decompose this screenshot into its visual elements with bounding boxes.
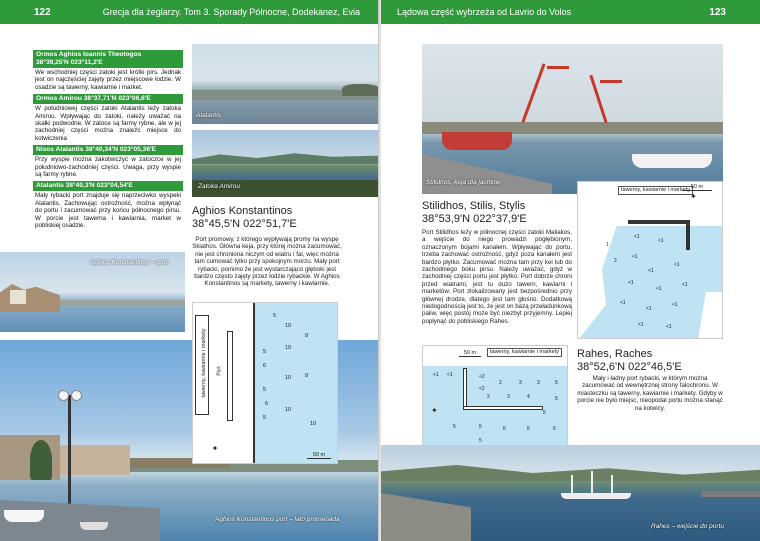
harbour-title: Rahes, Raches [577,348,653,360]
harbour-heading [192,205,379,231]
map-pier-label: Port [216,366,223,376]
map-depths: 1 2 <1 <1 <1 <1 <1 <1 <1 <1 <1 <1 <1 <1 <1 [606,234,688,330]
harbour1-description: Port Stilidhos leży w północnej części zatoki Maliakos, a wejście do niego prowadzi pogłębionym, oznaczonym bojami kanałem. Wpływając do portu, trzeba zachować ostrożność, gdyż poza kanałem jest bardzo płytko. Zacumować można tam przy kei lub do zachodniego boku pirsu. Należy uważać, gdyż w zachodniej części portu jest płytko. Port dobrze chroni przed wiatrami, jest tu dużo tawern, kawiarni i marketów. Port zlokalizowany jest bezpośrednio przy głównej drodze, dlatego jest tam głośno. Dodatkową niedogodnością jest to, że jest on bazą przeładunkową paliw, więc postój może być niezbyt przyjemny. Lepiej popłynąć do pobliskiego Rahes. [422,229,572,325]
photo-caption: Atalantis [196,112,221,119]
section-text: Przy wyspie można zakotwiczyć w zatoczce w jej południowo-zachodniej części. Uwaga, przy wyspie są farmy rybne. [35,156,181,179]
photo-caption: Zatoka Amirou [198,183,241,190]
sections-column [33,50,183,233]
harbour-map-stilidhos [577,181,723,339]
map-label: tawerny, kawiarnie i markety [487,348,562,357]
map-depths: <1 <1 <2 <2 2 3 3 5 5 5 2 3 4 5 5 6 5 5 5 [433,372,558,444]
photo-caption: Rahes – wejście do portu [651,523,724,530]
compass-icon: ✦ [690,192,697,201]
map-label: tawerny, kawiarnie i markety [618,186,693,195]
section-text: We wschodniej części zatoki jest krótki pirs. Jednak jest on najczęściej zajęty przez miejscowe łodzie. W osadzie są tawerny, kawiarnie i market. [35,69,181,91]
photo-stilidhos [422,44,723,194]
harbour-map-aghios [192,302,338,464]
right-running-title: Lądowa część wybrzeża od Lavrio do Volos [397,7,572,17]
map-scale: 50 m [459,350,481,357]
harbour-coords: 38°53,9'N 022°37,9'E [422,213,527,225]
photo-rahes [381,445,760,541]
photo-amirou [192,130,379,197]
map-side-label: tawerny, kawiarnie i markety [201,328,207,398]
harbour-description: Port promowy, z którego wypływają promy na wyspę Skiathos. Główna keja, przy której można zacumować, nie jest chroniona niczym od wiatru i fal, więc można tam cumować tylko przy spokojnym morzu. Mały port rybacki, pomimo że jest wystarczająco głęboki jest bardzo często zajęty przez łodzie rybackie. W Aghios Konstantinos są markety, tawerny i kawiarnie. [192,236,342,288]
harbour-coords: 38°52,6'N 022°46,5'E [577,361,682,373]
section-theologos [33,50,183,94]
compass-icon: ✦ [211,444,219,453]
photo-caption: Aghios Konstantinos port – lato promenada [215,516,340,523]
right-page [381,0,760,541]
section-atalantis [33,181,183,232]
section-amirou [33,94,183,145]
compass-icon: ✦ [431,406,438,415]
map-depths: 5 10 8 10 5 6 10 5 6 5 10 8 10 [263,313,317,427]
section-text: Mały rybacki port znajduje się naprzeciwko wyspeki Atalantis. Zachowując ostrożność, można wpłynąć do portu i zacumować przy końcu północnego pirsu. W porcie jest tawerna i kawiarnia, market w pobliskiej osadzie. [35,192,181,230]
harbour-map-rahes [422,345,568,448]
harbour-title: Aghios Konstantinos [192,205,293,217]
photo-atalantis [192,44,379,124]
section-title: Ormos Amirou 38°37,71'N 023°06,6'E [33,94,183,104]
harbour1-heading [422,200,572,226]
left-page [0,0,379,541]
section-text: W południowej części zatoki Atalantis leży zatoka Amirou. Wpływając do zatoki, należy uważać na skałki podwodne. W zatoce są farmy rybne, ale w jej zachodniej części można znaleźć miejsce do kotwiczenia [35,105,181,142]
section-nisos-atalantis [33,145,183,181]
harbour2-heading [577,348,727,374]
map-scale: 50 m [307,452,331,459]
map-scale: 50 m [682,184,712,191]
photo-caption: Aghios Konstantinos – port [90,259,168,266]
section-title: Atalantis 38°40,3'N 023°04,54'E [33,181,183,191]
harbour2-description: Mały i ładny port rybacki, w którym można zacumować od wewnętrznej strony falochronu. W miasteczku są tawerny, kawiarnie i markety. Gdyby w porcie nie było miejsc, nieopodal portu można stanąć na kotwicy. [577,375,723,412]
right-page-number: 123 [709,6,726,18]
photo-caption: Stilidhos, keja dla jachtów [426,179,501,186]
left-header [0,0,379,24]
left-running-title: Grecja dla żeglarzy. Tom 3. Sporady Północne, Dodekanez, Evia [102,7,360,17]
harbour-title: Stilidhos, Stilis, Stylis [422,200,526,212]
left-page-number: 122 [34,6,51,18]
section-title: Nisos Atalantis 38°40,34'N 023°05,36'E [33,145,183,155]
right-header [381,0,760,24]
section-title: Ormos Aghios Ioannis Theologos 38°39,25'N 023°11,2'E [33,50,183,68]
harbour-coords: 38°45,5'N 022°51,7'E [192,218,297,230]
photo-aghios-port [0,252,185,332]
